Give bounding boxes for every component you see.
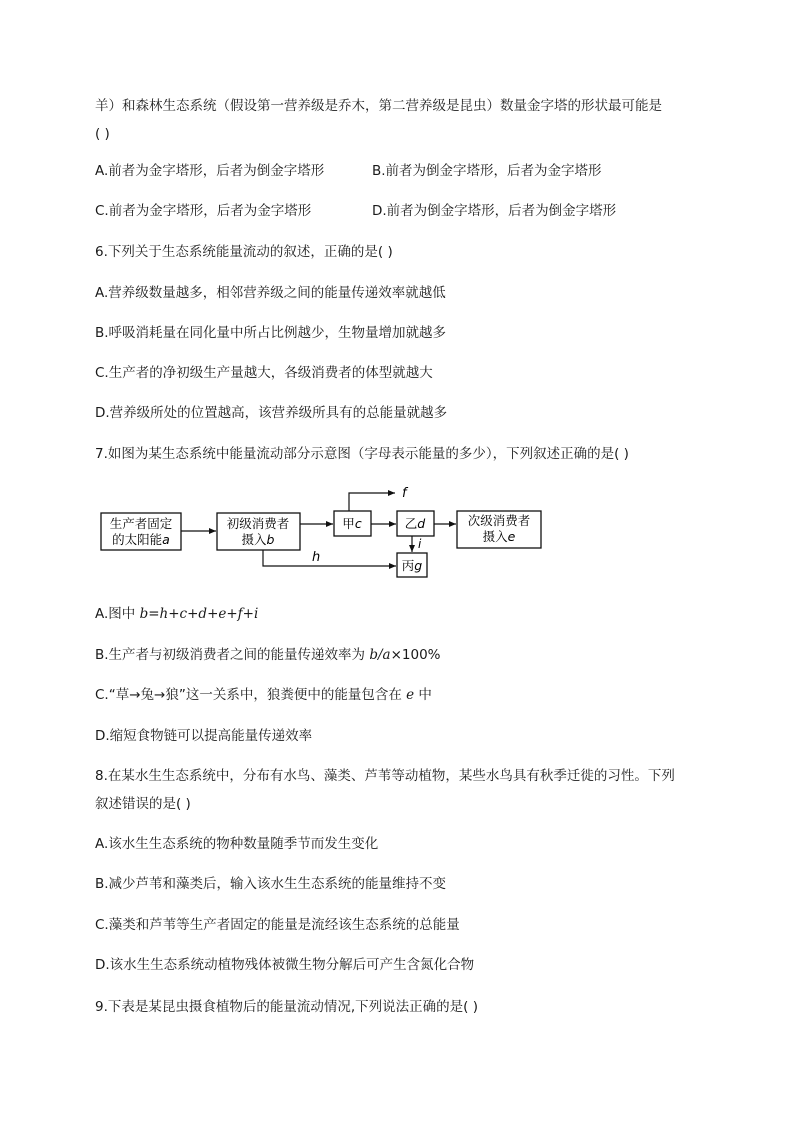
primary-consumer-label-text: 摄入 xyxy=(241,532,267,547)
q7-option-b-prefix: B.生产者与初级消费者之间的能量传递效率为 xyxy=(95,647,370,663)
producer-var: a xyxy=(162,532,170,547)
yi-label xyxy=(405,516,426,531)
q7-option-c-suffix: 中 xyxy=(414,687,432,703)
q5-option-c: C.前者为金字塔形，后者为金字塔形 xyxy=(95,203,312,219)
arrow-primary-to-bing xyxy=(263,550,396,566)
jia-var: c xyxy=(354,516,362,531)
secondary-consumer-label-text: 摄入 xyxy=(482,529,508,544)
secondary-consumer-label-line2 xyxy=(483,529,516,544)
q7-option-c-prefix: C.“草→兔→狼”这一关系中，狼粪便中的能量包含在 xyxy=(95,687,407,703)
q9-stem: 9.下表是某昆虫摄食植物后的能量流动情况,下列说法正确的是( ) xyxy=(95,999,478,1015)
q5-option-d: D.前者为倒金字塔形，后者为倒金字塔形 xyxy=(372,203,617,219)
jia-label xyxy=(342,516,362,531)
producer-label-text: 的太阳能 xyxy=(112,532,163,547)
q8-stem-line2: 叙述错误的是( ) xyxy=(95,796,191,812)
q5-option-b: B.前者为倒金字塔形，后者为金字塔形 xyxy=(372,163,602,179)
bing-text: 丙 xyxy=(401,558,415,573)
q6-option-c: C.生产者的净初级生产量越大，各级消费者的体型就越大 xyxy=(95,365,433,381)
yi-text: 乙 xyxy=(404,516,418,531)
q7-option-b xyxy=(95,645,441,665)
q7-option-d: D.缩短食物链可以提高能量传递效率 xyxy=(95,728,313,744)
q6-option-b: B.呼吸消耗量在同化量中所占比例越少，生物量增加就越多 xyxy=(95,325,447,341)
q8-stem-line1: 8.在某水生生态系统中，分布有水鸟、藻类、芦苇等动植物，某些水鸟具有秋季迁徙的习性。下列 xyxy=(95,768,675,784)
q6-stem: 6.下列关于生态系统能量流动的叙述，正确的是( ) xyxy=(95,244,393,260)
q7-option-c xyxy=(95,685,432,705)
q5-option-a: A.前者为金字塔形，后者为倒金字塔形 xyxy=(95,163,325,179)
q7-option-a-prefix: A.图中 xyxy=(95,606,140,622)
bing-var: g xyxy=(414,558,423,573)
q5-stem-line1: 羊）和森林生态系统（假设第一营养级是乔木，第二营养级是昆虫）数量金字塔的形状最可能是 xyxy=(95,98,662,114)
q7-stem: 7.如图为某生态系统中能量流动部分示意图（字母表示能量的多少），下列叙述正确的是( ) xyxy=(95,446,629,462)
label-f: f xyxy=(402,486,407,501)
q8-option-c: C.藻类和芦苇等生产者固定的能量是流经该生态系统的总能量 xyxy=(95,917,460,933)
jia-text: 甲 xyxy=(342,516,355,531)
primary-consumer-label-line1: 初级消费者 xyxy=(226,516,290,531)
primary-consumer-label-line2 xyxy=(242,532,275,547)
label-h: h xyxy=(312,550,321,565)
q7-option-c-var: e xyxy=(406,687,415,703)
q6-option-a: A.营养级数量越多，相邻营养级之间的能量传递效率就越低 xyxy=(95,285,446,301)
q7-option-b-suffix: ×100% xyxy=(390,647,441,663)
secondary-consumer-var: e xyxy=(507,529,516,544)
q5-stem-line2: ( ) xyxy=(95,126,110,142)
bing-label xyxy=(402,558,423,573)
producer-label-line2 xyxy=(112,532,170,547)
producer-label-line1: 生产者固定 xyxy=(109,516,173,531)
q8-option-a: A.该水生生态系统的物种数量随季节而发生变化 xyxy=(95,836,379,852)
q7-option-a xyxy=(95,604,258,624)
arrow-jia-to-f xyxy=(349,493,395,511)
q7-option-a-formula: b=h+c+d+e+f+i xyxy=(139,606,259,622)
label-i: i xyxy=(418,537,422,551)
q6-option-d: D.营养级所处的位置越高，该营养级所具有的总能量就越多 xyxy=(95,405,448,421)
q8-option-b: B.减少芦苇和藻类后，输入该水生生态系统的能量维持不变 xyxy=(95,876,447,892)
q7-option-b-formula: b/a xyxy=(369,647,391,663)
q8-option-d: D.该水生生态系统动植物残体被微生物分解后可产生含氮化合物 xyxy=(95,957,475,973)
energy-flow-diagram xyxy=(95,483,555,583)
primary-consumer-var: b xyxy=(266,532,275,547)
secondary-consumer-label-line1: 次级消费者 xyxy=(467,513,531,528)
yi-var: d xyxy=(417,516,426,531)
